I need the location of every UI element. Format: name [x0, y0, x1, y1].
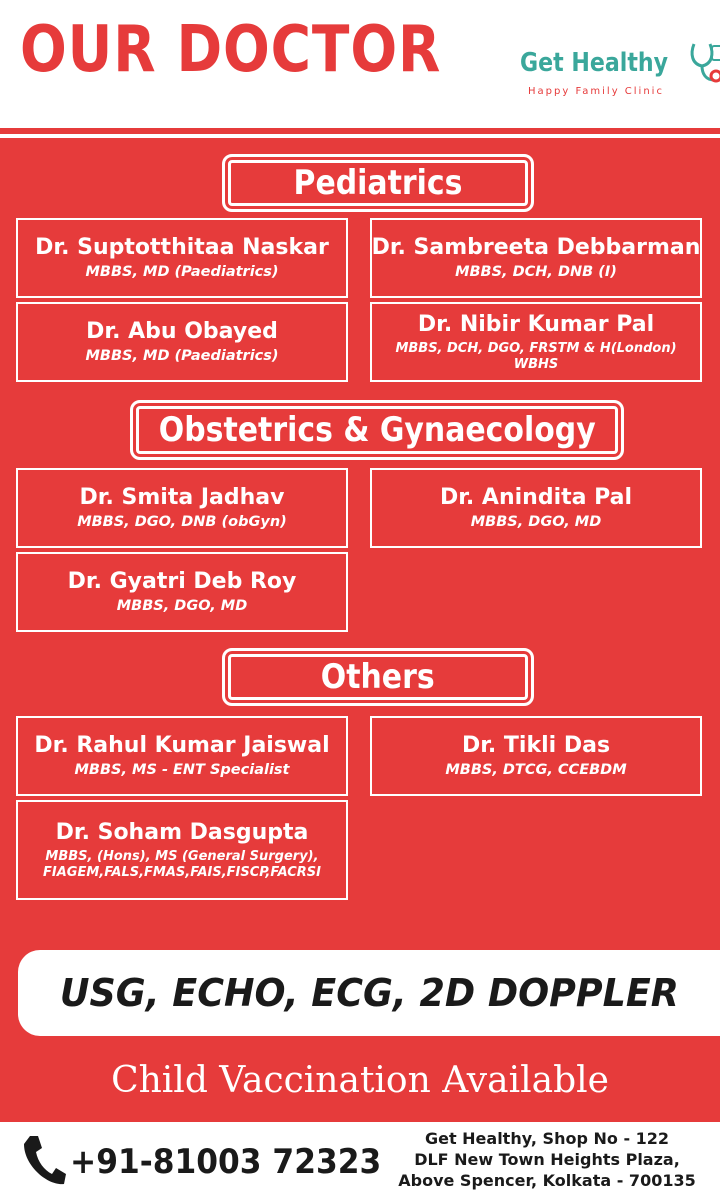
- phone-icon: [18, 1132, 68, 1188]
- address-line: DLF New Town Heights Plaza,: [414, 1150, 680, 1170]
- doctor-card: [370, 716, 702, 796]
- doctor-qualifications: MBBS, DGO, MD: [470, 513, 602, 530]
- section-title: Pediatrics: [293, 163, 463, 203]
- header: [0, 0, 720, 128]
- doctor-name: Dr. Anindita Pal: [439, 484, 633, 510]
- clinic-logo: [520, 48, 720, 108]
- doctor-qualifications: MBBS, MS - ENT Specialist: [74, 761, 290, 778]
- doctor-card: [16, 552, 348, 632]
- doctor-qualifications: MBBS, MD (Paediatrics): [85, 263, 279, 280]
- doctor-qualifications: MBBS, (Hons), MS (General Surgery), FIAGEM,FALS,FMAS,FAIS,FISCP,FACRSI: [43, 849, 321, 880]
- doctor-name: Dr. Smita Jadhav: [79, 484, 285, 510]
- doctor-card: [16, 468, 348, 548]
- section-pediatrics: [222, 154, 534, 212]
- doctor-name: Dr. Nibir Kumar Pal: [417, 311, 655, 337]
- services-text: USG, ECHO, ECG, 2D DOPPLER: [59, 971, 679, 1015]
- logo-name: Get Healthy: [520, 48, 669, 78]
- doctor-card: [370, 468, 702, 548]
- doctor-name: Dr. Suptotthitaa Naskar: [35, 234, 329, 260]
- vaccination-text: Child Vaccination Available: [111, 1060, 609, 1101]
- doctor-card: [16, 302, 348, 382]
- section-title: Obstetrics & Gynaecology: [158, 410, 596, 450]
- doctor-name: Dr. Abu Obayed: [86, 318, 278, 344]
- doctor-card: [16, 800, 348, 900]
- logo-tagline: Happy Family Clinic: [528, 86, 664, 97]
- doctor-name: Dr. Tikli Das: [461, 732, 611, 758]
- doctor-card: [16, 218, 348, 298]
- doctor-name: Dr. Rahul Kumar Jaiswal: [34, 732, 330, 758]
- address-line: Above Spencer, Kolkata - 700135: [398, 1171, 696, 1191]
- stethoscope-icon: [688, 40, 720, 86]
- doctor-qualifications: MBBS, DGO, MD: [116, 597, 248, 614]
- address-line: Get Healthy, Shop No - 122: [424, 1129, 670, 1148]
- services-banner: [18, 950, 720, 1036]
- section-title: Others: [321, 657, 435, 697]
- phone-number[interactable]: +91-81003 72323: [70, 1142, 382, 1182]
- doctor-qualifications: MBBS, DCH, DNB (I): [455, 263, 617, 280]
- section-others: [222, 648, 534, 706]
- section-obgyn: [130, 400, 624, 460]
- header-divider: [0, 134, 720, 138]
- doctor-card: [16, 716, 348, 796]
- page-title: OUR DOCTOR: [20, 13, 442, 87]
- doctor-card: [370, 302, 702, 382]
- doctor-name: Dr. Soham Dasgupta: [55, 819, 309, 845]
- doctor-name: Dr. Gyatri Deb Roy: [67, 568, 297, 594]
- doctor-card: [370, 218, 702, 298]
- doctor-qualifications: MBBS, MD (Paediatrics): [85, 347, 279, 364]
- doctor-name: Dr. Sambreeta Debbarman: [371, 234, 701, 260]
- doctor-qualifications: MBBS, DTCG, CCEBDM: [445, 761, 627, 778]
- doctor-qualifications: MBBS, DGO, DNB (obGyn): [77, 513, 287, 530]
- clinic-address: [380, 1128, 714, 1191]
- footer: [0, 1122, 720, 1200]
- doctor-qualifications: MBBS, DCH, DGO, FRSTM & H(London) WBHS: [395, 341, 677, 372]
